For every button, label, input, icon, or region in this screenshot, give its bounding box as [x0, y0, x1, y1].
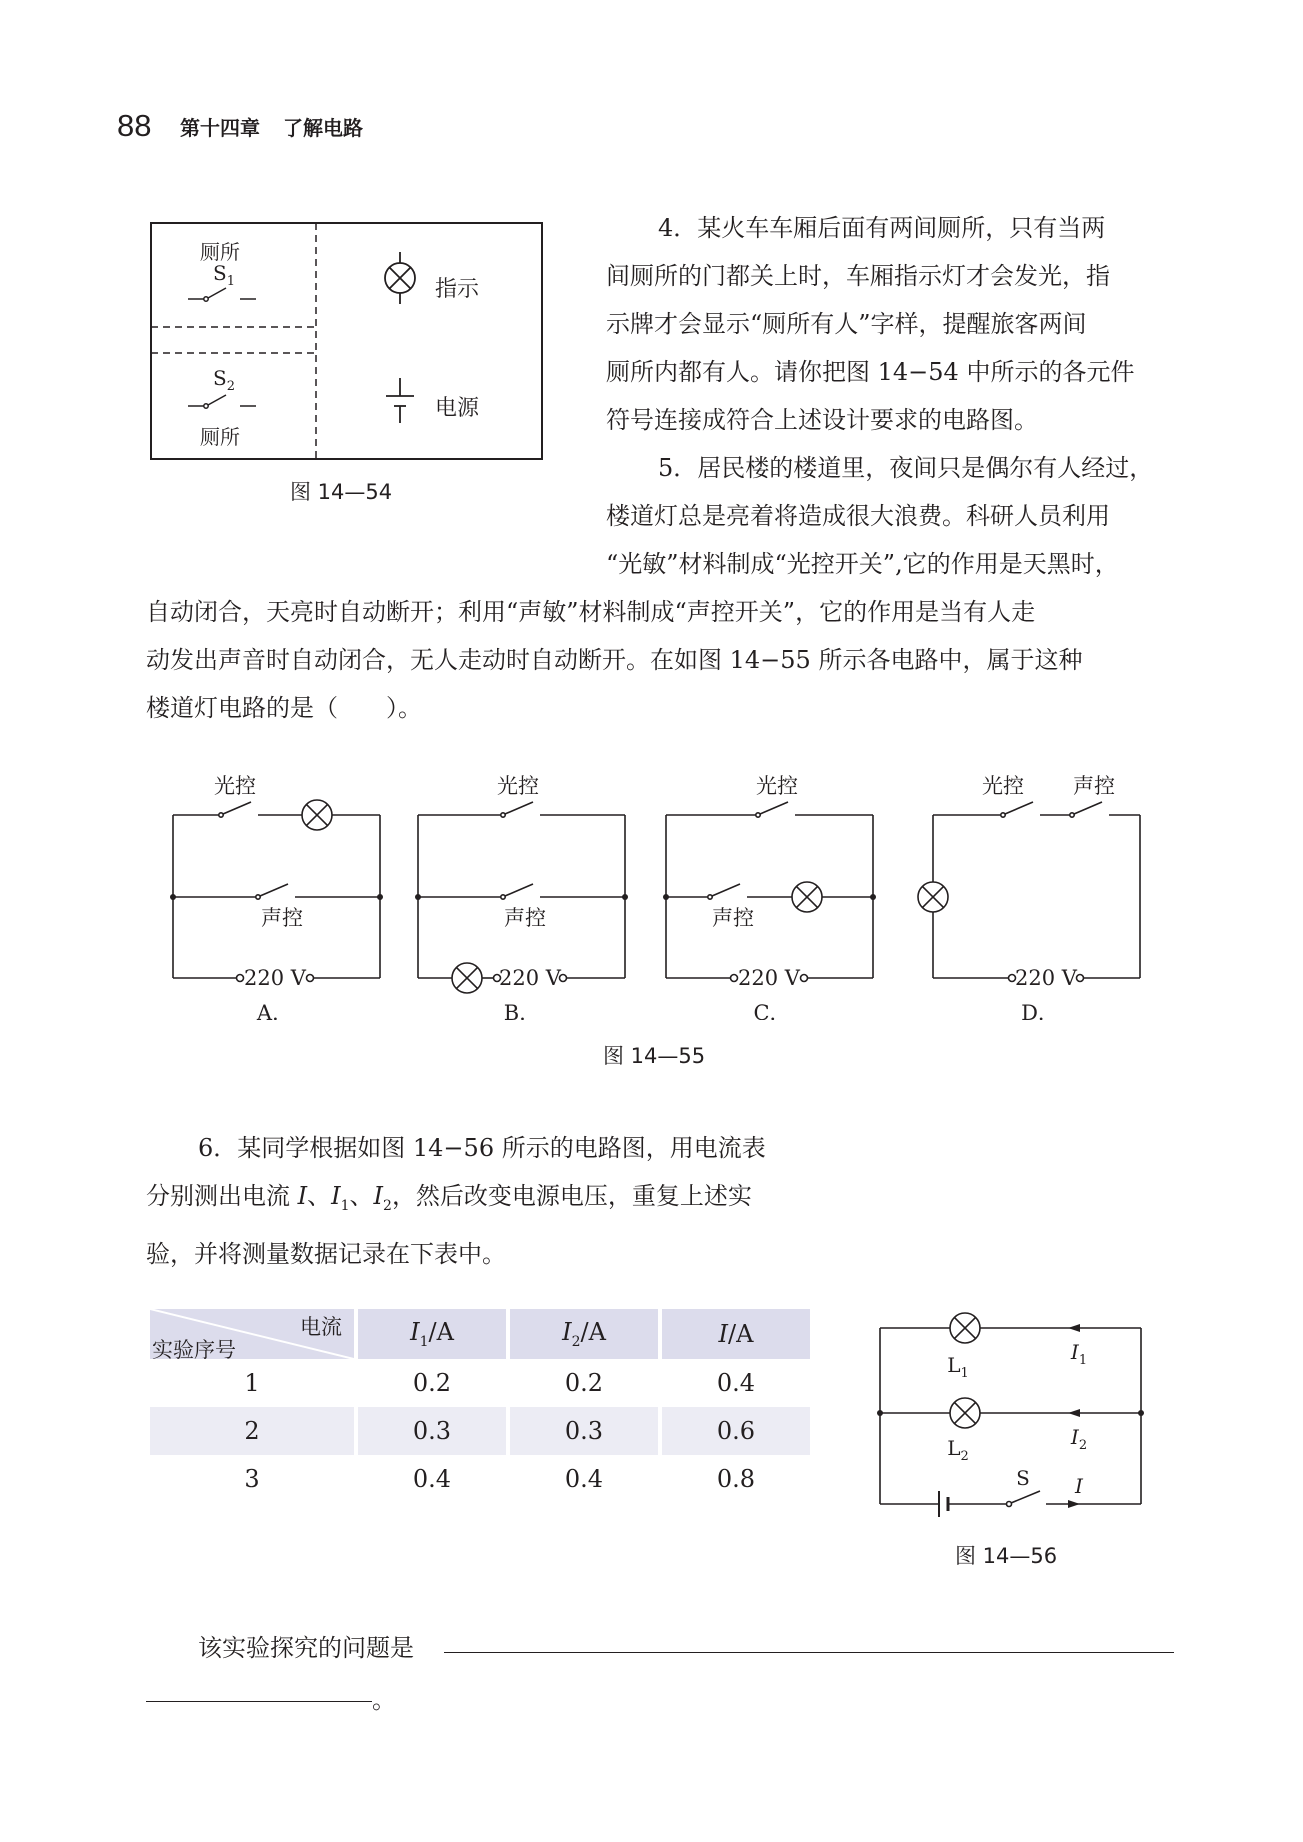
fig54-power-label: 电源 — [435, 396, 480, 421]
b-voltage-label: 220 V — [499, 966, 561, 990]
question-5-lower: 自动闭合，天亮时自动断开；利用“声敏”材料制成“声控开关”，它的作用是当有人走 动发出声音时自动闭合，无人走动时自动断开。在如图 14−55 所示各电路中，属于这种 楼道灯电路的是（ ）。 — [146, 598, 1083, 722]
a-sound-label: 声控 — [261, 906, 303, 930]
option-d: D． — [1021, 1001, 1059, 1020]
corner-header: 电流 实验序号 — [150, 1309, 354, 1359]
page-number: 88 — [117, 108, 152, 143]
fig55-caption: 图 14—55 — [603, 1044, 706, 1068]
answer-blank-2[interactable] — [146, 1701, 372, 1702]
circuit-b — [418, 802, 625, 993]
b-sound-label: 声控 — [504, 906, 546, 930]
b-light-label: 光控 — [497, 774, 539, 798]
question-5-upper: 5．居民楼的楼道里，夜间只是偶尔有人经过， 楼道灯总是亮着将造成很大浪费。科研人员利用 “光敏”材料制成“光控开关”,它的作用是天黑时， — [606, 454, 1154, 578]
fig54-s2-label: $S_2$ — [213, 366, 235, 394]
option-c: C． — [753, 1001, 791, 1020]
d-voltage-label: 220 V — [1015, 966, 1077, 990]
c-sound-label: 声控 — [712, 906, 754, 930]
answer-blank-1[interactable] — [444, 1652, 1174, 1653]
i-label: I — [1075, 1474, 1083, 1498]
i1-label: $I_1$ — [1070, 1340, 1088, 1368]
table-row: 3 0.4 0.4 0.8 — [244, 1465, 756, 1493]
table-row: 1 0.2 0.2 0.4 — [244, 1369, 756, 1397]
a-voltage-label: 220 V — [244, 966, 306, 990]
col-i-header: I/A — [662, 1309, 810, 1359]
circuit-d — [918, 802, 1140, 982]
fig54-indicator-label: 指示 — [435, 277, 480, 302]
figure-14-56 — [868, 1305, 1168, 1525]
l1-label: $L_1$ — [947, 1353, 969, 1381]
col-i1-header: $I_1/A$ — [358, 1309, 506, 1359]
fig54-caption: 图 14—54 — [290, 480, 393, 504]
chapter-title: 第十四章 了解电路 — [180, 116, 363, 140]
l2-label: $L_2$ — [947, 1436, 969, 1464]
fig54-toilet-bottom: 厕所 — [200, 425, 240, 449]
i2-label: $I_2$ — [1070, 1425, 1088, 1453]
c-light-label: 光控 — [756, 774, 798, 798]
answer-end-mark: 。 — [372, 1686, 396, 1714]
answer-prompt: 该实验探究的问题是 — [198, 1634, 414, 1662]
c-voltage-label: 220 V — [738, 966, 800, 990]
figure-14-55 — [160, 760, 1160, 1020]
d-sound-label: 声控 — [1073, 774, 1115, 798]
lamp-symbol — [385, 252, 415, 304]
s-label: S — [1016, 1466, 1030, 1490]
battery-symbol — [386, 378, 414, 423]
option-a: A． — [256, 1001, 294, 1020]
option-b: B． — [503, 1001, 541, 1020]
table-row: 2 0.3 0.3 0.6 — [150, 1407, 810, 1455]
col-i2-header: $I_2/A$ — [510, 1309, 658, 1359]
question-4: 4．某火车车厢后面有两间厕所，只有当两 间厕所的门都关上时，车厢指示灯才会发光，指 示牌才会显示“厕所有人”字样，提醒旅客两间 厕所内都有人。请你把图 14−54 中所示的各元件 符号连接成符合上述设计要求的电路图。 — [606, 214, 1135, 434]
question-6: 6．某同学根据如图 14−56 所示的电路图，用电流表 分别测出电流 I、$I_1$、$I_2$，然后改变电源电压，重复上述实 验，并将测量数据记录在下表中。 — [146, 1134, 766, 1268]
a-light-label: 光控 — [214, 774, 256, 798]
data-table — [146, 1309, 814, 1503]
circuit-c — [666, 802, 873, 982]
fig56-caption: 图 14—56 — [955, 1544, 1058, 1568]
circuit-a — [173, 800, 380, 982]
fig54-toilet-top: 厕所 — [200, 240, 240, 264]
fig54-s1-label: $S_1$ — [213, 261, 235, 289]
d-light-label: 光控 — [982, 774, 1024, 798]
